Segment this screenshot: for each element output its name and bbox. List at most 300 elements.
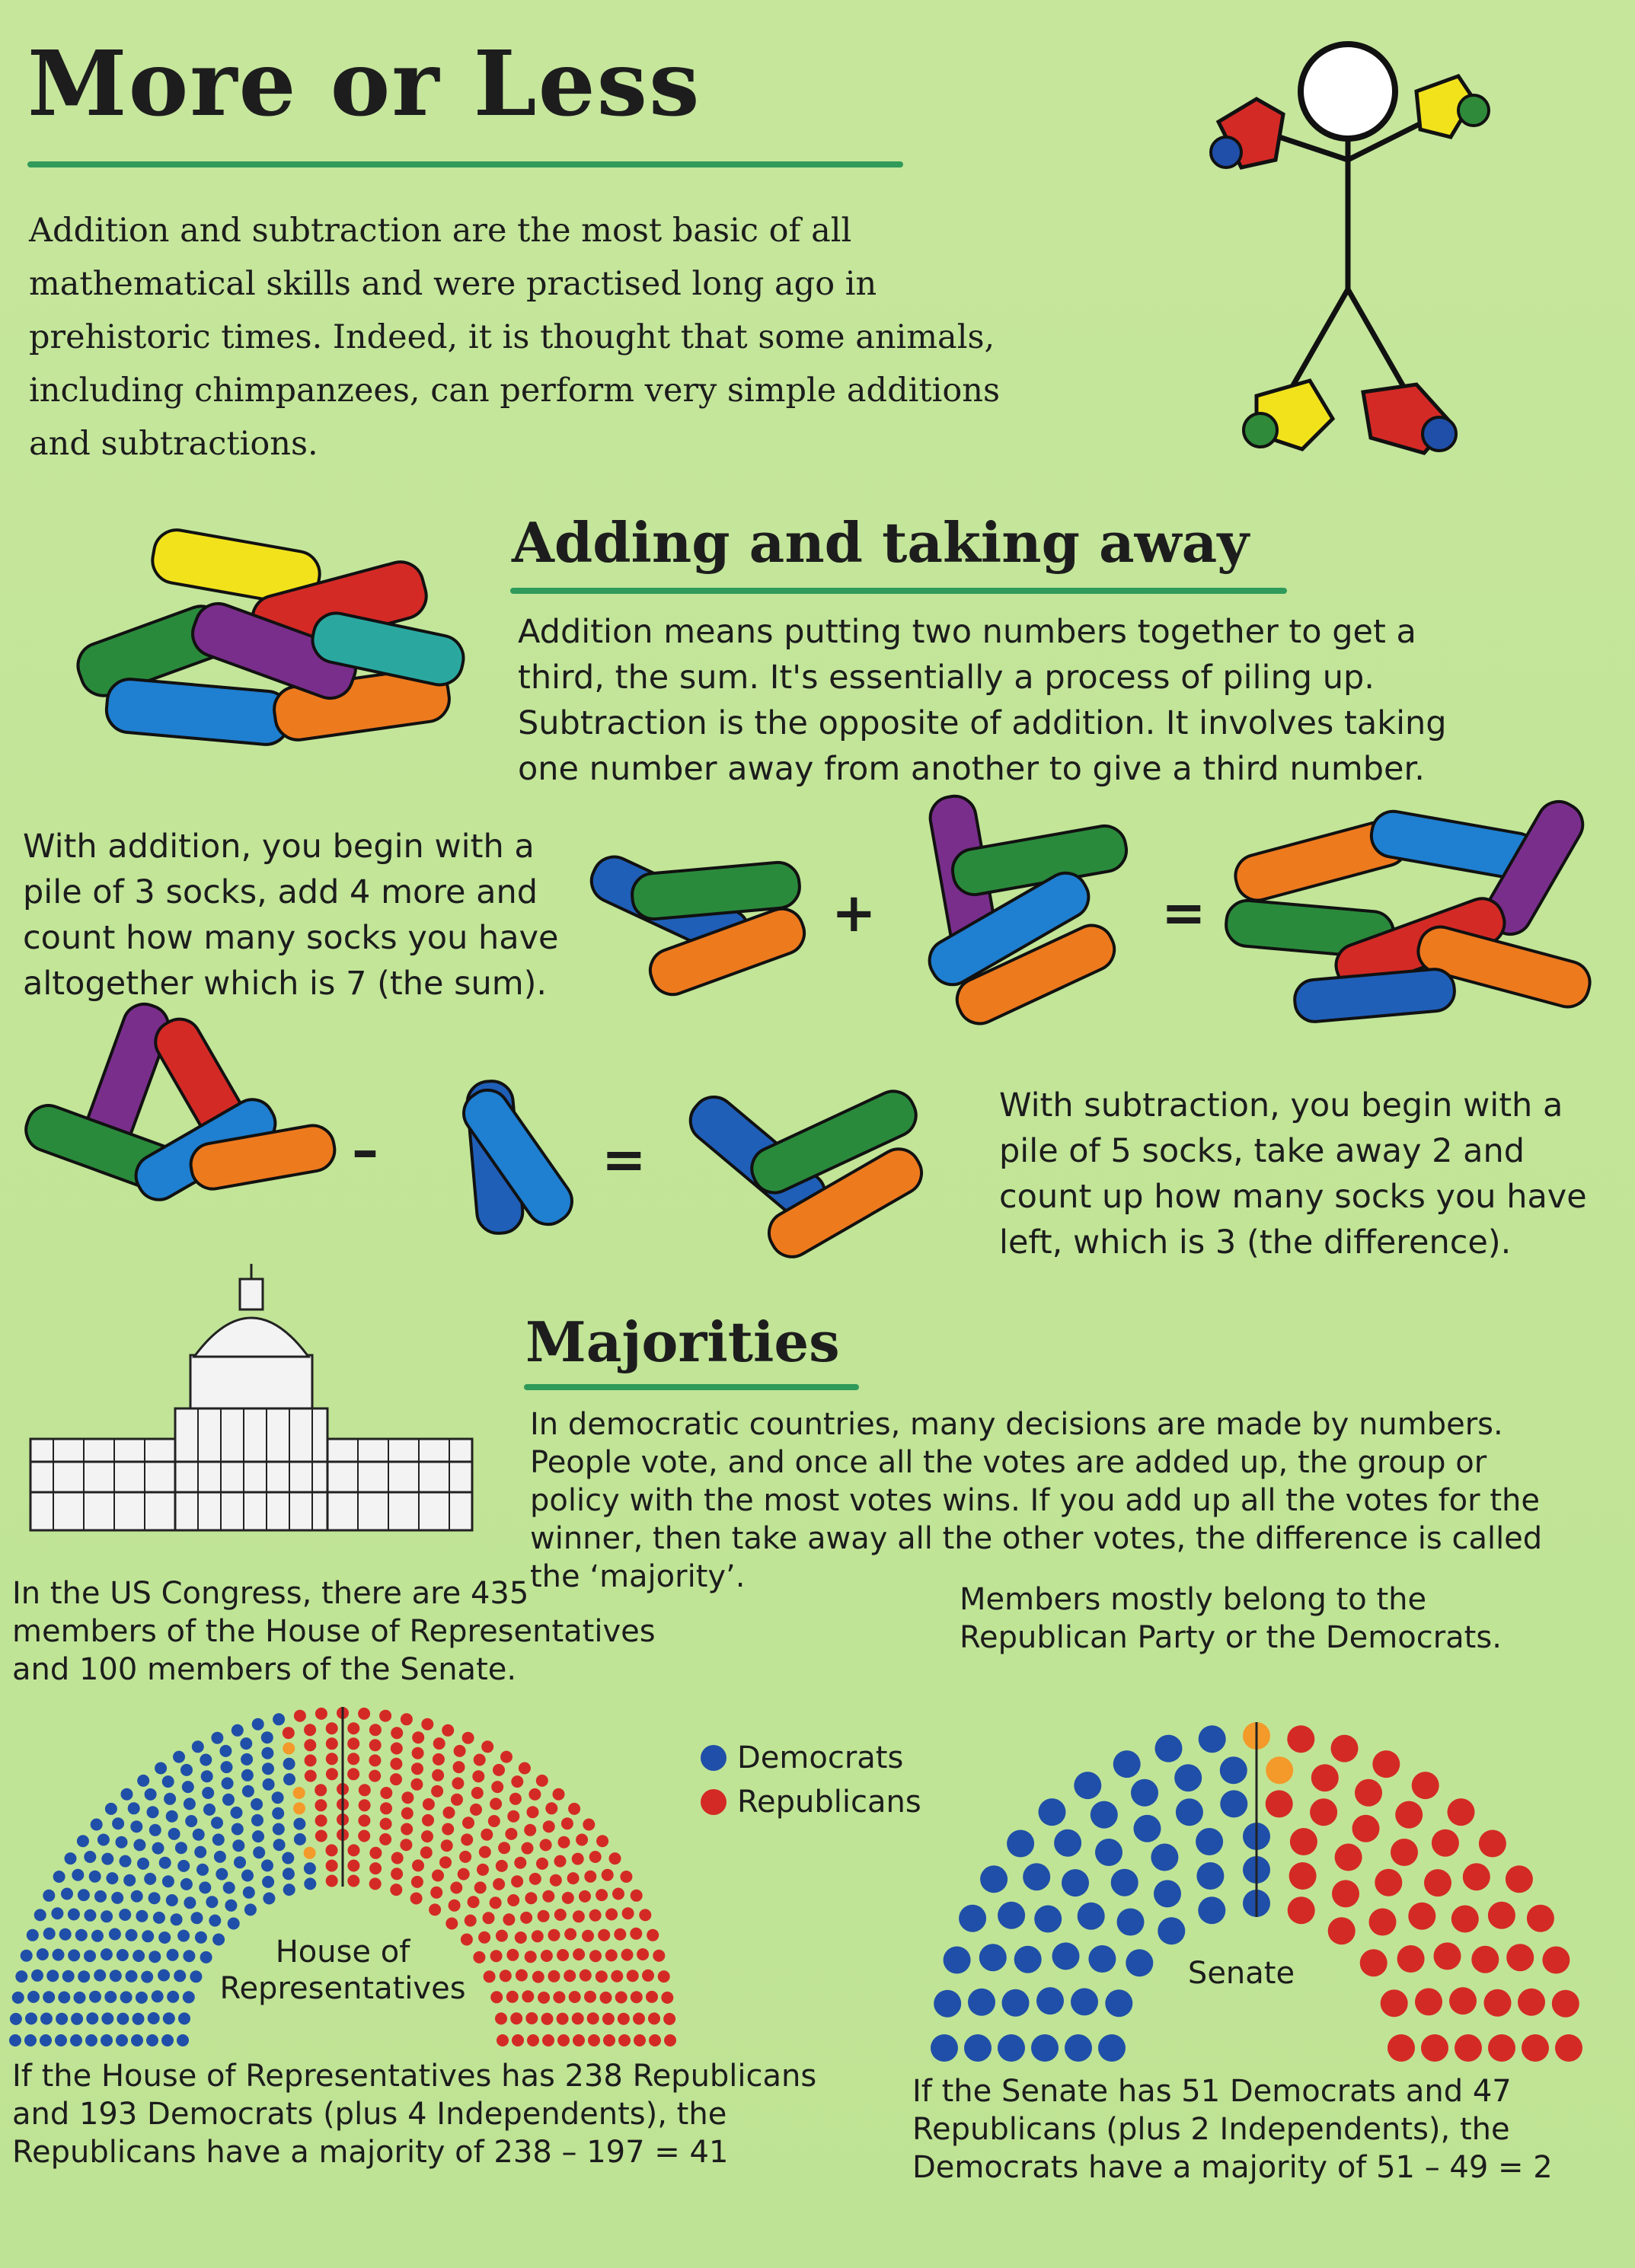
seat-democrat xyxy=(1002,1989,1030,2017)
seat-republican xyxy=(598,1929,610,1941)
seat-republican xyxy=(1335,1844,1362,1871)
seat-republican xyxy=(391,1727,403,1739)
seat-democrat xyxy=(53,1871,65,1883)
seat-republican xyxy=(432,1769,444,1782)
seat-republican xyxy=(522,1990,534,2002)
seat-republican xyxy=(612,1888,624,1900)
seat-democrat xyxy=(263,1893,275,1905)
seat-democrat xyxy=(101,2012,113,2024)
seat-democrat xyxy=(78,1970,90,1983)
seat-republican xyxy=(451,1794,463,1806)
seat-democrat xyxy=(180,1878,193,1890)
seat-republican xyxy=(358,1814,370,1826)
seat-republican xyxy=(647,1929,659,1941)
seat-democrat xyxy=(251,1798,263,1810)
seat-democrat xyxy=(25,2012,37,2024)
seat-republican xyxy=(470,1804,482,1816)
seat-republican xyxy=(449,1900,461,1912)
seat-democrat xyxy=(1113,1750,1141,1778)
seat-republican xyxy=(481,1829,493,1841)
socks-group-2 xyxy=(411,1073,594,1256)
seat-republican xyxy=(391,1852,404,1864)
seat-democrat xyxy=(126,1929,138,1941)
seat-republican xyxy=(315,1799,327,1811)
seat-republican xyxy=(497,2034,509,2046)
seat-republican xyxy=(1388,2034,1415,2062)
seat-republican xyxy=(596,1970,608,1983)
seat-democrat xyxy=(184,1797,196,1810)
seat-democrat xyxy=(158,1970,170,1982)
seat-republican xyxy=(459,1851,471,1863)
seat-democrat xyxy=(209,1915,221,1927)
seat-republican xyxy=(420,1846,433,1858)
seat-republican xyxy=(507,1810,519,1823)
seat-republican xyxy=(445,1918,458,1930)
seat-democrat xyxy=(1054,1829,1081,1857)
seat-democrat xyxy=(1154,1880,1181,1907)
seat-democrat xyxy=(9,2034,21,2046)
seat-republican xyxy=(347,1722,359,1734)
seat-democrat xyxy=(283,1884,295,1896)
seat-republican xyxy=(305,1754,317,1766)
seat-republican xyxy=(615,1992,627,2004)
seat-republican xyxy=(380,1787,392,1799)
seat-democrat xyxy=(222,1777,234,1789)
seat-republican xyxy=(1448,1798,1475,1826)
intro-paragraph: Addition and subtraction are the most basic of all mathematical skills and were practised long ago in prehistoric times. Indeed, it is thought that some animals, including chimpanzees, can perform very simple additions and subtractions. xyxy=(29,212,1001,463)
seat-republican xyxy=(484,1970,496,1983)
seat-democrat xyxy=(293,1818,305,1830)
seat-republican xyxy=(512,2034,524,2046)
seat-democrat xyxy=(1065,2034,1092,2062)
seat-republican xyxy=(532,1971,544,1983)
seat-republican xyxy=(401,1823,413,1836)
seat-democrat xyxy=(104,1991,117,2003)
seat-democrat xyxy=(136,1992,148,2004)
seat-democrat xyxy=(232,1823,244,1836)
seat-democrat xyxy=(89,1991,101,2003)
seat-democrat xyxy=(184,1896,196,1909)
seat-democrat xyxy=(211,1817,223,1829)
seat-republican xyxy=(611,1970,623,1983)
seat-republican xyxy=(1463,1863,1490,1890)
majorities-heading: Majorities xyxy=(525,1309,840,1374)
seat-republican xyxy=(474,1754,486,1766)
seat-democrat xyxy=(55,2034,67,2046)
socks-group-3 xyxy=(579,853,822,1005)
seat-democrat xyxy=(117,1949,129,1961)
socks-group-4 xyxy=(876,822,1135,1020)
seat-republican xyxy=(642,1970,654,1982)
seat-democrat xyxy=(10,2013,22,2025)
seat-republican xyxy=(369,1739,382,1751)
seat-republican xyxy=(1555,2034,1582,2062)
seat-republican xyxy=(452,1777,464,1789)
seat-democrat xyxy=(40,2034,52,2046)
seat-republican xyxy=(472,1770,484,1782)
seat-republican xyxy=(1412,1772,1439,1799)
seat-republican xyxy=(648,2012,660,2024)
seat-republican xyxy=(519,1762,531,1775)
seat-republican xyxy=(1488,1902,1515,1929)
seat-republican xyxy=(542,2034,554,2046)
seat-democrat xyxy=(304,1877,316,1890)
seat-republican xyxy=(369,1862,382,1874)
seat-republican xyxy=(536,1775,548,1787)
legend-item-democrats xyxy=(701,1736,921,1780)
seat-republican xyxy=(474,1881,487,1893)
seat-democrat xyxy=(232,1724,244,1737)
seat-republican xyxy=(490,1896,502,1909)
seat-republican xyxy=(488,1815,500,1827)
sock-pile-illustration xyxy=(61,510,487,777)
seat-republican xyxy=(326,1768,338,1780)
seat-republican xyxy=(483,1912,495,1924)
seat-republican xyxy=(412,1859,424,1871)
seat-republican xyxy=(664,2034,676,2046)
seat-democrat xyxy=(166,1810,178,1823)
seat-republican xyxy=(421,1830,433,1842)
seat-republican xyxy=(450,1882,462,1894)
seat-democrat xyxy=(146,2034,158,2046)
seat-democrat xyxy=(304,1862,316,1874)
seat-republican xyxy=(543,1820,555,1833)
seat-republican xyxy=(1455,2034,1482,2062)
seat-republican xyxy=(315,1708,327,1720)
seat-republican xyxy=(347,1737,359,1750)
seat-republican xyxy=(478,1931,490,1944)
seat-democrat xyxy=(261,1731,273,1743)
seat-republican xyxy=(315,1784,327,1796)
seat-republican xyxy=(524,1824,536,1836)
legend-dot-democrats xyxy=(701,1745,726,1771)
seat-democrat xyxy=(70,2034,82,2046)
seat-republican xyxy=(589,1950,602,1962)
seat-democrat xyxy=(959,1905,986,1932)
seat-democrat xyxy=(1007,1830,1034,1858)
socks-group-5 xyxy=(15,1020,350,1249)
seat-democrat xyxy=(1062,1869,1089,1896)
seat-republican xyxy=(1522,2034,1549,2062)
congress-note: In the US Congress, there are 435 members of the House of Representatives and 100 members of the Senate. xyxy=(12,1576,656,1687)
seat-republican xyxy=(525,1892,537,1904)
seat-independent xyxy=(304,1847,316,1859)
seat-democrat xyxy=(199,1881,211,1893)
seat-republican xyxy=(401,1807,414,1820)
seat-democrat xyxy=(65,1852,77,1864)
seat-democrat xyxy=(116,1836,128,1849)
seat-republican xyxy=(506,1949,519,1961)
seat-democrat xyxy=(144,1873,156,1885)
seat-democrat xyxy=(1074,1772,1101,1799)
seat-democrat xyxy=(934,1990,961,2018)
seat-democrat xyxy=(137,1775,149,1787)
seat-republican xyxy=(432,1870,444,1882)
seat-democrat xyxy=(1034,1906,1062,1933)
seat-republican xyxy=(305,1770,317,1782)
seat-democrat xyxy=(968,1989,995,2016)
seat-republican xyxy=(1328,1917,1356,1944)
seat-republican xyxy=(572,1853,584,1865)
seat-republican xyxy=(347,1875,359,1887)
seat-democrat xyxy=(931,2034,958,2062)
seat-republican xyxy=(516,1970,528,1982)
seat-democrat xyxy=(203,1804,216,1816)
seat-republican xyxy=(583,1819,595,1831)
seat-republican xyxy=(538,1992,550,2004)
seat-democrat xyxy=(194,1846,206,1858)
seat-republican xyxy=(359,1799,371,1811)
seat-democrat xyxy=(1052,1942,1080,1970)
seat-democrat xyxy=(171,1913,183,1925)
seat-democrat xyxy=(34,1909,46,1921)
seat-republican xyxy=(605,1949,618,1961)
seat-republican xyxy=(572,2012,584,2024)
seat-democrat xyxy=(173,1751,185,1763)
seat-democrat xyxy=(175,1842,187,1854)
seat-republican xyxy=(1266,1790,1293,1817)
seat-republican xyxy=(1352,1815,1380,1842)
seat-democrat xyxy=(241,1870,254,1882)
seat-republican xyxy=(326,1722,338,1734)
seat-democrat xyxy=(84,1909,96,1922)
seat-democrat xyxy=(979,1944,1007,1971)
seat-republican xyxy=(1369,1909,1397,1936)
seat-democrat xyxy=(1176,1798,1203,1826)
seat-democrat xyxy=(148,2012,160,2024)
seat-democrat xyxy=(149,1824,161,1836)
seat-republican xyxy=(1381,1989,1408,2017)
seat-democrat xyxy=(216,1868,228,1880)
seat-republican xyxy=(347,1768,359,1780)
seat-republican xyxy=(465,1915,477,1927)
page-title: More or Less xyxy=(27,30,701,136)
legend-label-democrats: Democrats xyxy=(737,1740,904,1775)
seat-democrat xyxy=(211,1732,223,1744)
seat-republican xyxy=(481,1740,493,1753)
seat-republican xyxy=(614,1928,626,1941)
seat-democrat xyxy=(272,1807,284,1820)
seat-democrat xyxy=(178,2012,190,2024)
seat-republican xyxy=(304,1724,316,1736)
seat-republican xyxy=(584,1991,596,2003)
seat-democrat xyxy=(253,1846,265,1858)
seat-democrat xyxy=(120,1991,133,2003)
seat-republican xyxy=(573,1948,585,1960)
seat-democrat xyxy=(152,1990,164,2002)
seat-democrat xyxy=(72,1869,84,1881)
seat-democrat xyxy=(1088,1945,1116,1973)
senate-seat-chart xyxy=(929,1698,1584,2063)
seat-republican xyxy=(347,1753,359,1765)
house-label: House of Representatives xyxy=(219,1935,466,2006)
seat-republican xyxy=(602,1869,614,1881)
seat-republican xyxy=(627,1970,639,1982)
seat-republican xyxy=(1331,1735,1359,1762)
seat-democrat xyxy=(130,1820,142,1833)
seat-democrat xyxy=(1095,1839,1122,1866)
seat-republican xyxy=(283,1727,295,1739)
seat-republican xyxy=(1432,1829,1459,1857)
seat-republican xyxy=(468,1896,480,1908)
seat-democrat xyxy=(106,1872,118,1884)
seat-republican xyxy=(1484,1989,1512,2017)
seat-republican xyxy=(658,1970,670,1983)
majorities-paragraph: In democratic countries, many decisions are made by numbers. People vote, and once all the votes are added up, the group or policy with the most votes wins. If you add up all the votes for the winner, then take away all the other votes, the difference is called the ‘majority’. xyxy=(530,1407,1543,1594)
seat-democrat xyxy=(262,1876,274,1888)
seat-republican xyxy=(1415,1988,1442,2015)
seat-democrat xyxy=(1105,1989,1132,2017)
seat-republican xyxy=(553,1991,565,2003)
seat-republican xyxy=(548,1929,560,1941)
seat-republican xyxy=(576,1834,588,1846)
seat-republican xyxy=(412,1731,424,1743)
seat-democrat xyxy=(123,1874,136,1887)
seat-republican xyxy=(529,1788,541,1801)
seat-democrat xyxy=(136,1910,148,1922)
seat-republican xyxy=(380,1818,392,1830)
seat-republican xyxy=(453,1761,465,1773)
seat-republican xyxy=(620,1871,632,1883)
seat-democrat xyxy=(190,1970,202,1983)
seat-democrat xyxy=(21,1950,33,1962)
minus-sign: – xyxy=(352,1119,378,1182)
seat-republican xyxy=(525,2012,538,2024)
seat-republican xyxy=(631,1991,643,2003)
seat-republican xyxy=(1287,1725,1314,1753)
seat-republican xyxy=(609,1852,621,1864)
seat-democrat xyxy=(223,1882,235,1894)
seat-democrat xyxy=(31,1970,43,1982)
subtraction-example-text: With subtraction, you begin with a pile of 5 socks, take away 2 and count up how many socks you have left, which is 3 (the difference). xyxy=(999,1086,1587,1262)
seat-democrat xyxy=(180,1764,193,1776)
seat-democrat xyxy=(68,1949,80,1961)
seat-republican xyxy=(505,1828,517,1840)
seat-democrat xyxy=(1071,1988,1098,2015)
seat-democrat xyxy=(232,1839,244,1852)
seat-republican xyxy=(442,1724,454,1737)
seat-democrat xyxy=(1220,1790,1247,1817)
seat-republican xyxy=(490,1950,503,1962)
seat-democrat xyxy=(68,1909,80,1921)
seat-republican xyxy=(410,1778,423,1791)
seat-democrat xyxy=(133,1839,145,1851)
seat-democrat xyxy=(94,1970,106,1982)
seat-republican xyxy=(326,1844,338,1856)
seat-republican xyxy=(500,1970,512,1982)
seat-republican xyxy=(315,1830,327,1842)
party-note: Members mostly belong to the Republican Party or the Democrats. xyxy=(960,1582,1502,1655)
seat-republican xyxy=(326,1737,338,1750)
seat-republican xyxy=(423,1798,435,1810)
seat-republican xyxy=(653,1950,665,1962)
seat-republican xyxy=(422,1814,434,1826)
seat-democrat xyxy=(1126,1949,1153,1976)
seat-democrat xyxy=(283,1868,295,1880)
seat-republican xyxy=(369,1724,382,1736)
seat-republican xyxy=(442,1823,454,1836)
seat-republican xyxy=(400,1839,412,1851)
seat-republican xyxy=(511,1775,523,1788)
seat-democrat xyxy=(162,1875,174,1887)
seat-republican xyxy=(1311,1764,1339,1791)
seat-democrat xyxy=(59,1928,72,1941)
seat-democrat xyxy=(241,1769,254,1782)
seat-democrat xyxy=(964,2034,992,2062)
seat-republican xyxy=(347,1860,359,1872)
legend-label-republicans: Republicans xyxy=(737,1785,921,1820)
seat-democrat xyxy=(1196,1862,1224,1890)
seat-democrat xyxy=(242,1785,254,1797)
seat-republican xyxy=(421,1718,433,1731)
seat-republican xyxy=(1506,1865,1533,1893)
seat-republican xyxy=(348,1844,360,1856)
seat-democrat xyxy=(101,1910,113,1922)
seat-democrat xyxy=(121,1788,133,1801)
seat-democrat xyxy=(84,1950,96,1962)
seat-republican xyxy=(561,1817,573,1829)
seat-republican xyxy=(589,1909,602,1922)
seat-republican xyxy=(369,1770,381,1782)
seat-democrat xyxy=(1158,1917,1185,1944)
seat-republican xyxy=(639,1909,651,1921)
socks-group-7 xyxy=(1218,792,1614,1035)
seat-republican xyxy=(496,1930,508,1942)
seat-republican xyxy=(458,1868,470,1880)
seat-democrat xyxy=(193,1829,205,1841)
seat-democrat xyxy=(212,1833,225,1845)
seat-republican xyxy=(525,1951,537,1963)
seat-republican xyxy=(473,1951,485,1963)
seat-republican xyxy=(538,1910,550,1922)
seat-republican xyxy=(1424,1869,1451,1896)
seat-independent xyxy=(283,1743,295,1755)
seat-republican xyxy=(661,1992,673,2004)
seat-republican xyxy=(511,1875,523,1887)
equals-sign-2: = xyxy=(602,1128,647,1191)
seat-democrat xyxy=(111,1892,123,1904)
seat-democrat xyxy=(159,1857,171,1869)
seat-republican xyxy=(584,1871,596,1883)
seat-republican xyxy=(506,1991,519,2003)
seat-republican xyxy=(401,1791,414,1804)
seat-democrat xyxy=(128,1802,140,1814)
seat-republican xyxy=(380,1802,392,1814)
seat-republican xyxy=(462,1732,474,1744)
seat-democrat xyxy=(27,1929,39,1941)
seat-democrat xyxy=(241,1753,253,1766)
seat-republican xyxy=(587,2012,599,2024)
seat-democrat xyxy=(62,1970,75,1983)
seat-democrat xyxy=(219,1745,232,1757)
seat-democrat xyxy=(1023,1863,1050,1890)
seat-democrat xyxy=(162,1775,174,1788)
seat-democrat xyxy=(980,1865,1008,1893)
seat-republican xyxy=(1451,1906,1479,1933)
seat-democrat xyxy=(53,1949,65,1961)
seat-republican xyxy=(573,2034,585,2046)
seat-democrat xyxy=(998,1902,1025,1929)
seat-republican xyxy=(541,2013,554,2025)
seat-republican xyxy=(557,2034,570,2046)
seat-republican xyxy=(515,1931,527,1944)
seat-democrat xyxy=(1091,1801,1118,1829)
seat-democrat xyxy=(174,1970,186,1982)
party-legend xyxy=(701,1736,921,1824)
seat-democrat xyxy=(262,1762,274,1775)
seat-democrat xyxy=(1111,1869,1138,1896)
seat-republican xyxy=(326,1875,338,1887)
